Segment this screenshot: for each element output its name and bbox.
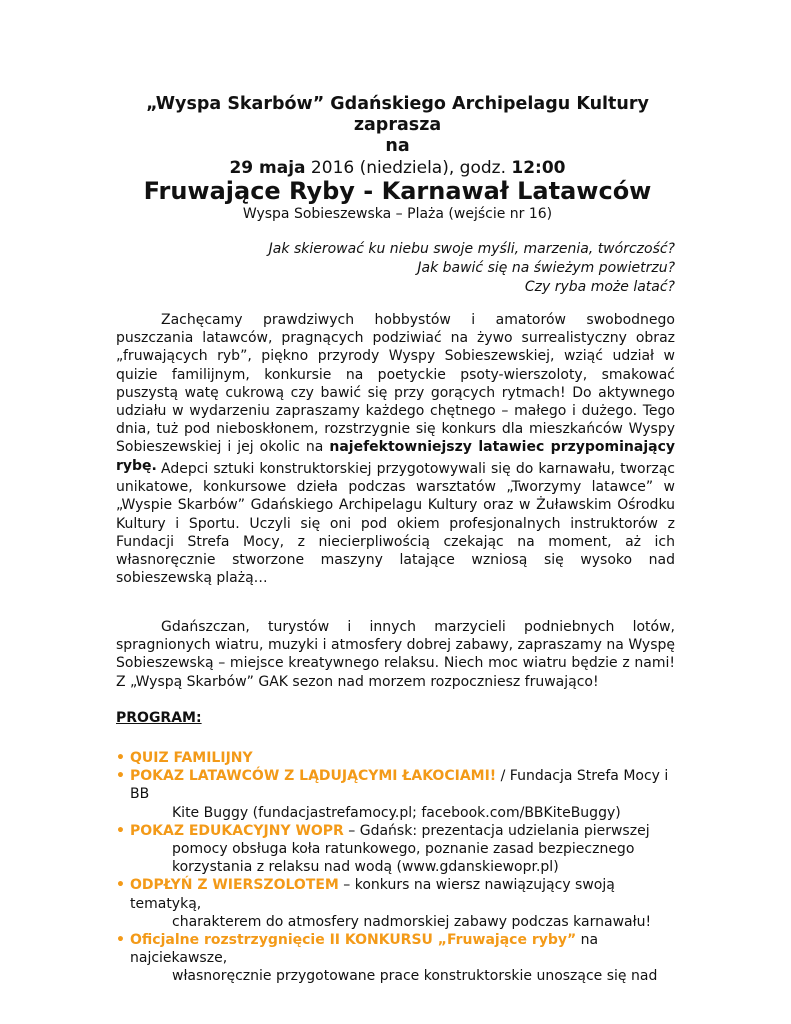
program-item-highlight: POKAZ EDUKACYJNY WOPR bbox=[130, 822, 344, 839]
program-list bbox=[116, 749, 676, 986]
program-item-highlight: QUIZ FAMILIJNY bbox=[130, 750, 253, 766]
heading-line-1: „Wyspa Skarbów” Gdańskiego Archipelagu Kultury zaprasza bbox=[146, 94, 649, 135]
program-item-text: – konkurs na wiersz nawiązujący swoją tematyką, bbox=[130, 877, 615, 912]
program-item-continuation: pomocy obsługa koła ratunkowego, poznanie zasad bezpiecznego korzystania z relaksu nad wodą (www.gdanskiewopr.pl) bbox=[172, 841, 635, 876]
program-item-highlight: Oficjalne rozstrzygnięcie II KONKURSU „Fruwające ryby” bbox=[130, 932, 577, 949]
contest-highlight: najefektowniejszy latawiec przypominający rybę. bbox=[116, 439, 675, 474]
event-date-rest: 2016 (niedziela), godz. bbox=[305, 158, 512, 178]
program-item bbox=[116, 767, 676, 822]
program-item bbox=[116, 931, 676, 986]
question-1: Jak skierować ku niebu swoje myśli, marzenia, twórczość? bbox=[268, 241, 675, 257]
program-item-text: – Gdańsk: prezentacja udzielania pierwszej bbox=[343, 822, 650, 839]
program-item-highlight: ODPŁYŃ Z WIERSZOLOTEM bbox=[130, 877, 339, 894]
program-item-continuation: Kite Buggy (fundacjastrefamocy.pl; facebook.com/BBKiteBuggy) bbox=[172, 804, 621, 821]
program-item-text: / Fundacja Strefa Mocy i BB bbox=[130, 768, 669, 803]
event-title: Fruwające Ryby - Karnawał Latawców bbox=[143, 177, 652, 205]
program-item bbox=[116, 822, 676, 877]
bullet-icon: • bbox=[116, 822, 125, 839]
program-heading: PROGRAM: bbox=[116, 710, 202, 726]
program-item bbox=[116, 749, 676, 767]
paragraph-closing: Gdańszczan, turystów i innych marzycieli podniebnych lotów, spragnionych wiatru, muzyki i atmosfery dobrej zabawy, zapraszamy na Wyspę Sobieszewską – miejsce kreatywnego relaksu. Niech moc wiatru będzie z nami! Z „Wyspą Skarbów” GAK sezon nad morzem rozpoczniesz fruwająco! bbox=[116, 619, 675, 690]
heading-line-2: na bbox=[385, 136, 410, 156]
invitation-heading bbox=[110, 94, 685, 157]
bullet-icon: • bbox=[116, 768, 125, 785]
question-3: Czy ryba może latać? bbox=[524, 279, 675, 295]
bullet-icon: • bbox=[116, 750, 125, 766]
question-2: Jak bawić się na świeżym powietrzu? bbox=[417, 260, 675, 276]
program-item-highlight: POKAZ LATAWCÓW Z LĄDUJĄCYMI ŁAKOCIAMI! bbox=[130, 768, 497, 785]
program-item-text: na najciekawsze, bbox=[130, 932, 599, 967]
paragraph-workshops: Adepci sztuki konstruktorskiej przygotowywali się do karnawału, tworząc unikatowe, konkursowe dzieła podczas warsztatów „Tworzymy latawce” w „Wyspie Skarbów” Gdańskiego Archipelagu Kultury oraz w Żuławskim Ośrodku Kultury i Sportu. Uczyli się oni pod okiem profesjonalnych instruktorów z Fundacji Strefa Mocy, z niecierpliwością czekając na moment, aż ich własnoręcznie stworzone maszyny latające wzniosą się wysoko nad sobieszewską plażą… bbox=[116, 461, 675, 587]
event-day: 29 maja bbox=[229, 158, 306, 178]
bullet-icon: • bbox=[116, 877, 125, 894]
program-item-continuation: własnoręcznie przygotowane prace konstruktorskie unoszące się nad bbox=[172, 968, 658, 985]
paragraph-invitation-text: Zachęcamy prawdziwych hobbystów i amatorów swobodnego puszczania latawców, pragnących podziwiać na żywo surrealistyczny obraz „fruwających ryb”, piękno przyrody Wyspy Sobieszewskiej, wziąć udział w quizie familijnym, konkursie na poetyckie psoty-wierszoloty, smakować puszystą watę cukrową czy bawić się przy gorących rytmach! Do aktywnego udziału w wydarzeniu zapraszamy każdego chętnego – małego i dużego. Tego dnia, tuż pod nieboskłonem, rozstrzygnie się konkurs dla mieszkańców Wyspy Sobieszewskiej i jej okolic na bbox=[116, 312, 675, 456]
program-item bbox=[116, 876, 676, 931]
intro-questions bbox=[230, 240, 675, 297]
paragraph-invitation bbox=[116, 311, 675, 475]
bullet-icon: • bbox=[116, 932, 125, 949]
program-item-continuation: charakterem do atmosfery nadmorskiej zabawy podczas karnawału! bbox=[172, 913, 652, 930]
event-time: 12:00 bbox=[511, 158, 566, 178]
event-location: Wyspa Sobieszewska – Plaża (wejście nr 16) bbox=[242, 206, 553, 222]
